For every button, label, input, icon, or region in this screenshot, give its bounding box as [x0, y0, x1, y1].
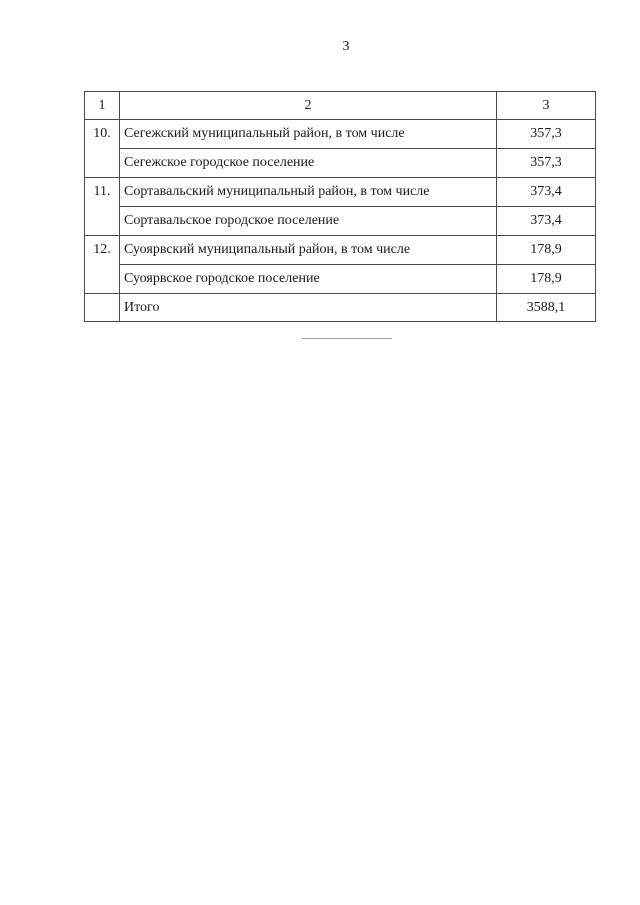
- header-col-2: 2: [120, 92, 497, 120]
- table-row: [85, 265, 596, 294]
- end-separator-line: [302, 338, 392, 339]
- table-header-row: [85, 92, 596, 120]
- settlement-name: Сортавальское городское поселение: [120, 207, 497, 236]
- row-number: 11.: [85, 178, 120, 236]
- total-number: [85, 294, 120, 322]
- table-row: [85, 120, 596, 149]
- settlement-value: 178,9: [497, 265, 596, 294]
- district-name: Суоярвский муниципальный район, в том числе: [120, 236, 497, 265]
- total-label: Итого: [120, 294, 497, 322]
- table-row: [85, 236, 596, 265]
- table-row: [85, 207, 596, 236]
- header-col-3: 3: [497, 92, 596, 120]
- allocation-table: [84, 91, 596, 322]
- table-row: [85, 149, 596, 178]
- district-value: 357,3: [497, 120, 596, 149]
- district-value: 373,4: [497, 178, 596, 207]
- settlement-name: Сегежское городское поселение: [120, 149, 497, 178]
- settlement-name: Суоярвское городское поселение: [120, 265, 497, 294]
- total-row: [85, 294, 596, 322]
- settlement-value: 373,4: [497, 207, 596, 236]
- page-number: 3: [342, 39, 350, 54]
- table-row: [85, 178, 596, 207]
- district-name: Сегежский муниципальный район, в том числе: [120, 120, 497, 149]
- settlement-value: 357,3: [497, 149, 596, 178]
- district-value: 178,9: [497, 236, 596, 265]
- district-name: Сортавальский муниципальный район, в том числе: [120, 178, 497, 207]
- row-number: 10.: [85, 120, 120, 178]
- total-value: 3588,1: [497, 294, 596, 322]
- header-col-1: 1: [85, 92, 120, 120]
- row-number: 12.: [85, 236, 120, 294]
